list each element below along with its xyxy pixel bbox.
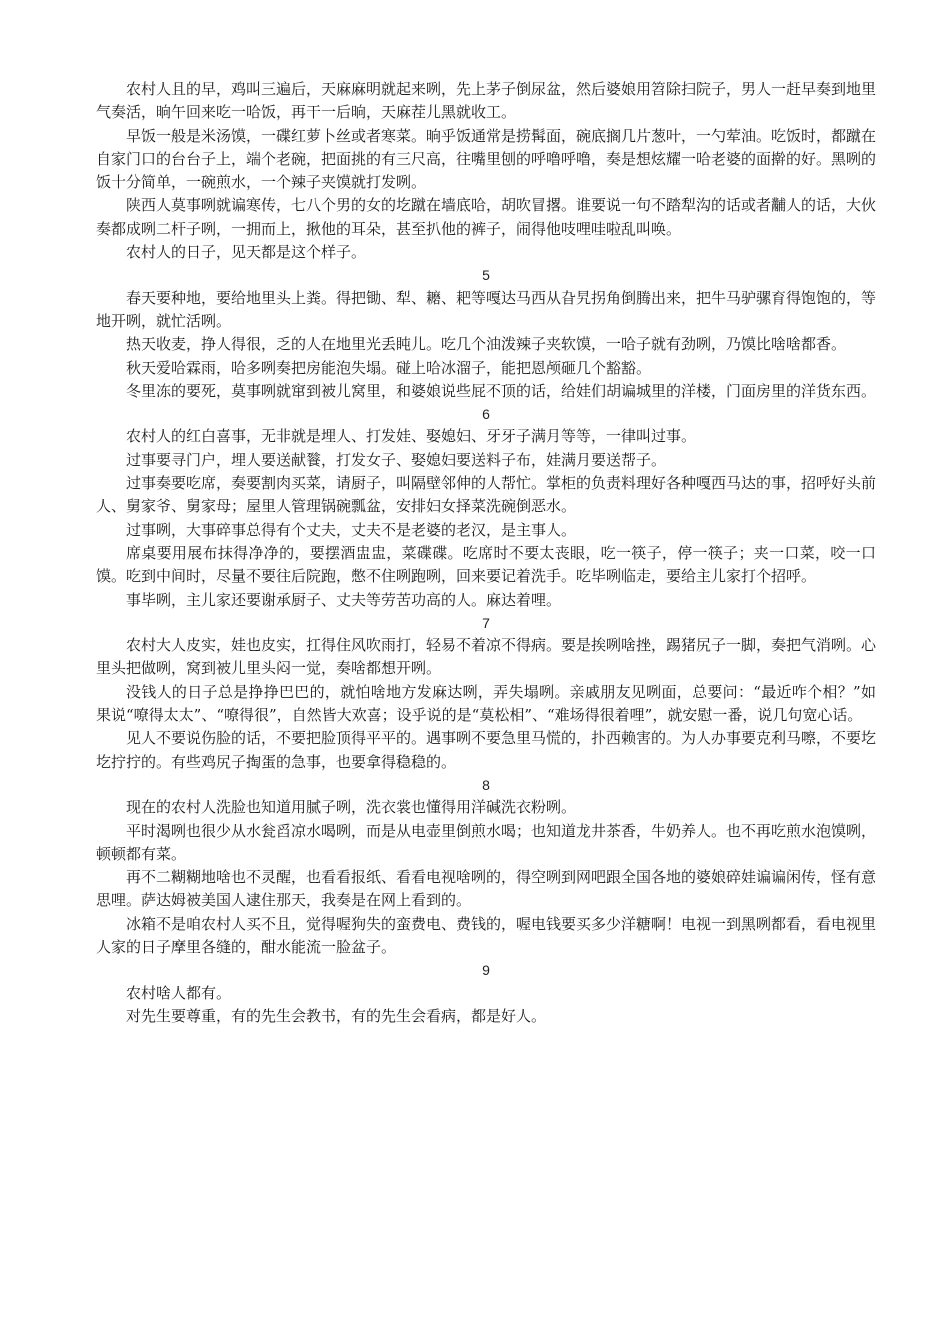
section-number: 7 <box>482 614 490 631</box>
paragraph: 现在的农村人洗脸也知道用腻子咧，洗衣裳也懂得用洋碱洗衣粉咧。 <box>126 798 577 817</box>
paragraph: 平时渴咧也很少从水瓮舀凉水喝咧，而是从电壶里倒煎水喝；也知道龙井茶香，牛奶养人。也不再吃煎水泡馍咧，顿顿都有菜。 <box>96 821 877 863</box>
paragraph: 农村大人皮实，娃也皮实，扛得住风吹雨打，轻易不着凉不得病。要是挨咧啥挫，踢猪尻子一脚，奏把气消咧。心里头把做咧，窝到被儿里头闷一觉，奏啥都想开咧。 <box>96 636 877 678</box>
section-6 <box>96 403 876 612</box>
section-7 <box>96 612 876 774</box>
paragraph: 过事奏要吃席，奏要割肉买菜，请厨子，叫隔壁邻伸的人帮忙。掌柜的负责料理好各种嘎西马达的事，招呼好头前人、舅家爷、舅家母；屋里人管理锅碗瓢盆，安排妇女择菜洗碗倒恶水。 <box>96 474 877 516</box>
section-number: 8 <box>482 776 490 793</box>
paragraph: 农村人的红白喜事，无非就是埋人、打发娃、娶媳妇、牙牙子满月等等，一律叫过事。 <box>126 427 697 446</box>
section-number: 6 <box>482 406 490 423</box>
paragraph: 冬里冻的要死，莫事咧就窜到被儿窝里，和婆娘说些屁不顶的话，给娃们胡谝城里的洋楼，门面房里的洋货东西。 <box>126 381 877 400</box>
section-9 <box>96 959 876 1028</box>
paragraph: 农村啥人都有。 <box>126 983 232 1002</box>
paragraph: 农村人且的早，鸡叫三遍后，天麻麻明就起来咧，先上茅子倒尿盆，然后婆娘用笤除扫院子，男人一赶早奏到地里气奏活，晌午回来吃一哈饭，再干一后晌，天麻茬儿黑就收工。 <box>96 80 877 122</box>
paragraph: 陕西人莫事咧就谝寒传，七八个男的女的圪蹴在墙底哈，胡吹冒撂。谁要说一句不踏犁沟的话或者黼人的话，大伙奏都成咧二杆子咧，一拥而上，揪他的耳朵，甚至扒他的裤子，闹得他吱哩哇啦乱叫唤。 <box>96 196 877 238</box>
section-number: 9 <box>482 962 490 979</box>
paragraph: 早饭一般是米汤馍，一碟红萝卜丝或者寒菜。晌乎饭通常是捞髯面，碗底搁几片葱叶，一勺荤油。吃饭时，都蹴在自家门口的台台子上，端个老碗，把面挑的有三尺高，往嘴里刨的呼噜呼噜，奏是想炫耀一哈老婆的面擀的好。黑咧的饭十分简单，一碗煎水，一个辣子夹馍就打发咧。 <box>96 126 877 192</box>
paragraph: 冰箱不是咱农村人买不且，觉得喔狗失的蛮费电、费钱的，喔电钱要买多少洋糖啊！电视一到黑咧都看，看电视里人家的日子摩里各缝的，酣水能流一脸盆子。 <box>96 914 877 956</box>
paragraph: 见人不要说伤脸的话，不要把脸顶得平平的。遇事咧不要急里马慌的，扑西赖害的。为人办事要克利马嚓，不要圪圪拧拧的。有些鸡尻子掏蛋的急事，也要拿得稳稳的。 <box>96 729 877 771</box>
paragraph: 席桌要用展布抹得净净的，要摆酒盅盅，菜碟碟。吃席时不要太丧眼，吃一筷子，停一筷子；夹一口菜，咬一口馍。吃到中间时，尽量不要往后院跑，憋不住咧跑咧，回来要记着洗手。吃毕咧临走，要给主儿家打个招呼。 <box>96 543 876 586</box>
section-8 <box>96 774 876 959</box>
paragraph: 事毕咧，主儿家还要谢承厨子、丈夫等劳苦功高的人。麻达着哩。 <box>126 590 562 609</box>
section-number: 5 <box>482 267 490 284</box>
paragraph: 农村人的日子，见天都是这个样子。 <box>126 243 367 262</box>
section-5 <box>96 264 876 403</box>
paragraph: 再不二糊糊地啥也不灵醒，也看看报纸、看看电视啥咧的，得空咧到网吧跟全国各地的婆娘碎娃谝谝闲传，怪有意思哩。萨达姆被美国人逮住那天，我奏是在网上看到的。 <box>96 868 877 910</box>
section-intro <box>96 78 876 264</box>
paragraph: 秋天爱哈霖雨，哈多咧奏把房能泡失塌。碰上哈冰溜子，能把恩颅砸几个豁豁。 <box>126 358 652 377</box>
paragraph: 过事咧，大事碎事总得有个丈夫，丈夫不是老婆的老汉，是主事人。 <box>126 520 577 539</box>
paragraph: 过事要寻门户，埋人要送献餮，打发女子、娶媳妇要送料子布，娃满月要送帮子。 <box>126 450 667 469</box>
paragraph: 春天要种地，要给地里头上粪。得把锄、犁、耱、耙等嘎达马西从旮旯拐角倒腾出来，把牛马驴骡育得饱饱的，等地开咧，就忙活咧。 <box>96 288 877 330</box>
paragraph: 没钱人的日子总是挣挣巴巴的，就怕啥地方发麻达咧，弄失塌咧。亲戚朋友见咧面，总要问：“最近咋个相？”如果说“嘹得太太”、“嘹得很”，自然皆大欢喜；设乎说的是“莫松相”、“难场得很着哩”，就安慰一番，说几句宽心话。 <box>96 682 876 725</box>
paragraph: 对先生要尊重，有的先生会教书，有的先生会看病，都是好人。 <box>126 1006 547 1025</box>
document-page <box>96 78 876 1028</box>
paragraph: 热天收麦，挣人得很，乏的人在地里光丢盹儿。吃几个油泼辣子夹软馍，一哈子就有劲咧，乃馍比啥啥都香。 <box>126 335 847 354</box>
